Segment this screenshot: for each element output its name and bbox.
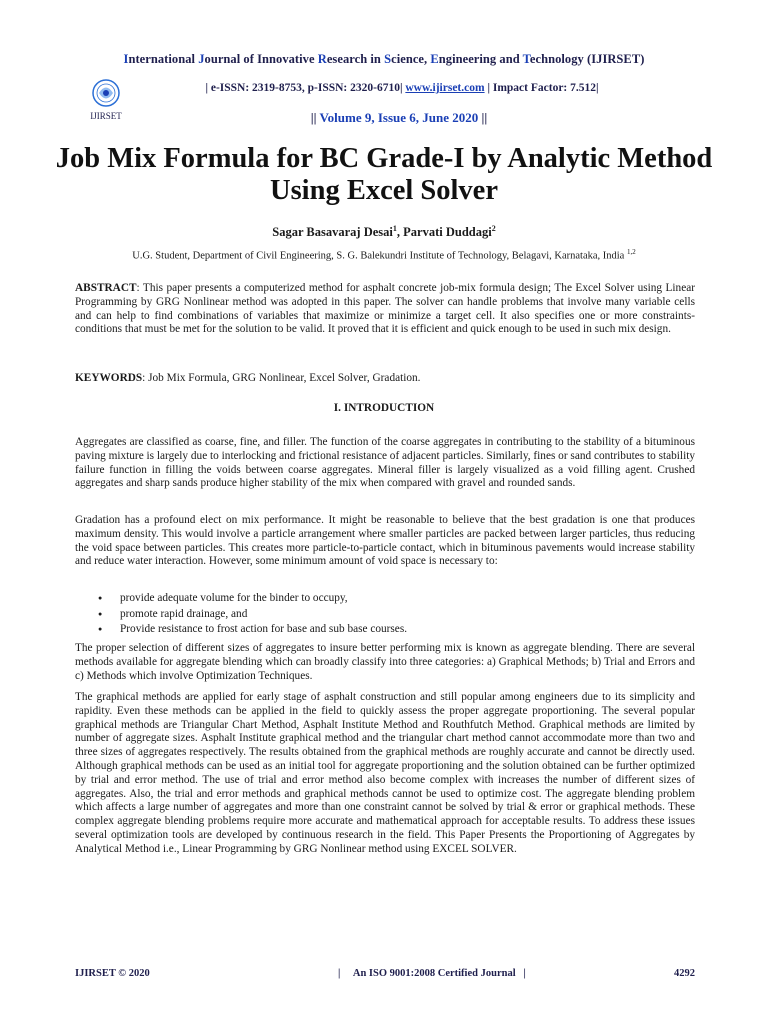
- journal-word: ournal of Innovative: [204, 52, 318, 66]
- volume-bar: ||: [481, 110, 488, 125]
- list-item: ● provide adequate volume for the binder to occupy,: [98, 591, 658, 607]
- abstract-label: ABSTRACT: [75, 282, 137, 294]
- abstract-text: : This paper presents a computerized method for asphalt concrete job-mix formula design; The Excel Solver using Linear Programming by GRG Nonlinear method was adopted in this paper. The solver can handle problems that involve many variable cells and can help to find combinations of variables that maximize or minimize a target cell. It also specifies one or more constraints-conditions that must be met for the solution to be valid. It proved that it is efficient and quick enough to be used in such mix design.: [75, 282, 695, 336]
- volume-bar: ||: [310, 110, 317, 125]
- journal-title: [0, 52, 768, 67]
- bullet-list: [98, 591, 658, 638]
- author-sup: 1: [392, 224, 397, 233]
- volume-text: Volume 9, Issue 6, June 2020: [316, 110, 482, 125]
- affiliation: [0, 248, 768, 262]
- page-footer: [75, 968, 695, 984]
- keywords-label: KEYWORDS: [75, 372, 143, 384]
- abstract: [75, 282, 695, 337]
- affiliation-text: U.G. Student, Department of Civil Engineering, S. G. Balekundri Institute of Technology, Belagavi, Karnataka, India: [132, 250, 627, 262]
- journal-word: nternational: [128, 52, 199, 66]
- logo-text: IJIRSET: [90, 111, 122, 121]
- journal-initial: T: [522, 52, 530, 66]
- paper-title: Job Mix Formula for BC Grade-I by Analytic Method Using Excel Solver: [55, 143, 713, 206]
- journal-word: echnology: [529, 52, 588, 66]
- affiliation-sup: 1,2: [626, 248, 636, 256]
- author-sup: 2: [491, 224, 496, 233]
- authors: [0, 224, 768, 240]
- list-item: ● promote rapid drainage, and: [98, 607, 658, 623]
- journal-initial: R: [317, 52, 327, 66]
- impact-factor: | Impact Factor: 7.512|: [484, 82, 599, 94]
- journal-website-link[interactable]: www.ijirset.com: [405, 82, 485, 94]
- journal-initial: J: [198, 52, 205, 66]
- paragraph: The graphical methods are applied for early stage of asphalt construction and still popular among engineers due to its simplicity and rapidity. Even these methods can be applied in the field to quickly assess the proper aggregate proportioning. The several popular graphical methods are Triangular Chart Method, Asphalt Institute Method and Routhfutch Method. Graphical methods are limited by number of aggregate sizes. Asphalt Institute graphical method and the triangular chart method cannot accommodate more than two and three sizes of aggregates respectively. The results obtained from the graphical methods are roughly accurate and cannot be directly used. Although graphical methods can be used as an initial tool for aggregate proportioning and the solution obtained can be further optimized by trial and error method. The use of trial and error method also become complex with increases the number of different sizes of aggregates. Also, the trial and error methods and graphical methods cannot be used to optimize cost. The aggregate blending problem which affects a large number of aggregates and more than one constraint cannot be solved by trial & error or graphical methods. These complex aggregate blending problems require more accurate and mathematical approach for acceptable results. To address these issues several optimization tools are developed by continuous research in the field. This Paper Presents the Proportioning of Aggregates by Analytical Method i.e., Linear Programming by GRG Nonlinear method using EXCEL SOLVER.: [75, 691, 695, 855]
- footer-certification: | An ISO 9001:2008 Certified Journal |: [338, 968, 526, 979]
- journal-word: esearch in: [326, 52, 385, 66]
- keywords-text: : Job Mix Formula, GRG Nonlinear, Excel Solver, Gradation.: [142, 372, 421, 384]
- section-heading: I. INTRODUCTION: [333, 402, 435, 414]
- footer-copyright: IJIRSET © 2020: [75, 968, 150, 979]
- journal-initial: S: [384, 52, 392, 66]
- author-name: Sagar Basavaraj Desai: [272, 225, 393, 240]
- journal-word: ngineering and: [438, 52, 523, 66]
- author-name: Parvati Duddagi: [403, 225, 492, 240]
- author-separator: ,: [396, 225, 404, 240]
- journal-initial: I: [123, 52, 129, 66]
- paragraph: Gradation has a profound elect on mix performance. It might be reasonable to believe that the best gradation is one that produces maximum density. This would involve a particle arrangement where smaller particles are packed between larger particles, thus reducing the void space between particles. This creates more particle-to-particle contact, which in bituminous pavements would increase stability and reduce water interaction. However, some minimum amount of void space is necessary to:: [75, 514, 695, 568]
- issn-line: [0, 82, 768, 94]
- paragraph: Aggregates are classified as coarse, fine, and filler. The function of the coarse aggregates in contributing to the stability of a bituminous paving mixture is largely due to interlocking and frictional resistance of adjacent particles. Similarly, fines or sand contributes to stability failure function in filling the voids between coarse aggregates. Mineral filler is largely visualized as a void filling agent. Crushed aggregates and sharp sands produce higher stability of the mix when compared with gravel and rounded sands.: [75, 436, 695, 490]
- volume-line: [0, 110, 768, 126]
- paragraph: The proper selection of different sizes of aggregates to insure better performing mix is known as aggregate blending. There are several methods available for aggregate blending which can broadly classify into three categories: a) Graphical Methods; b) Trial and Errors and c) Methods which involve Optimization Techniques.: [75, 642, 695, 682]
- keywords: [75, 372, 695, 386]
- list-item: ● Provide resistance to frost action for base and sub base courses.: [98, 622, 658, 638]
- journal-word: cience,: [391, 52, 431, 66]
- journal-initial: E: [430, 52, 439, 66]
- page-number: 4292: [674, 968, 695, 979]
- journal-acronym: (IJIRSET): [587, 52, 645, 66]
- issn-text: | e-ISSN: 2319-8753, p-ISSN: 2320-6710|: [205, 82, 406, 94]
